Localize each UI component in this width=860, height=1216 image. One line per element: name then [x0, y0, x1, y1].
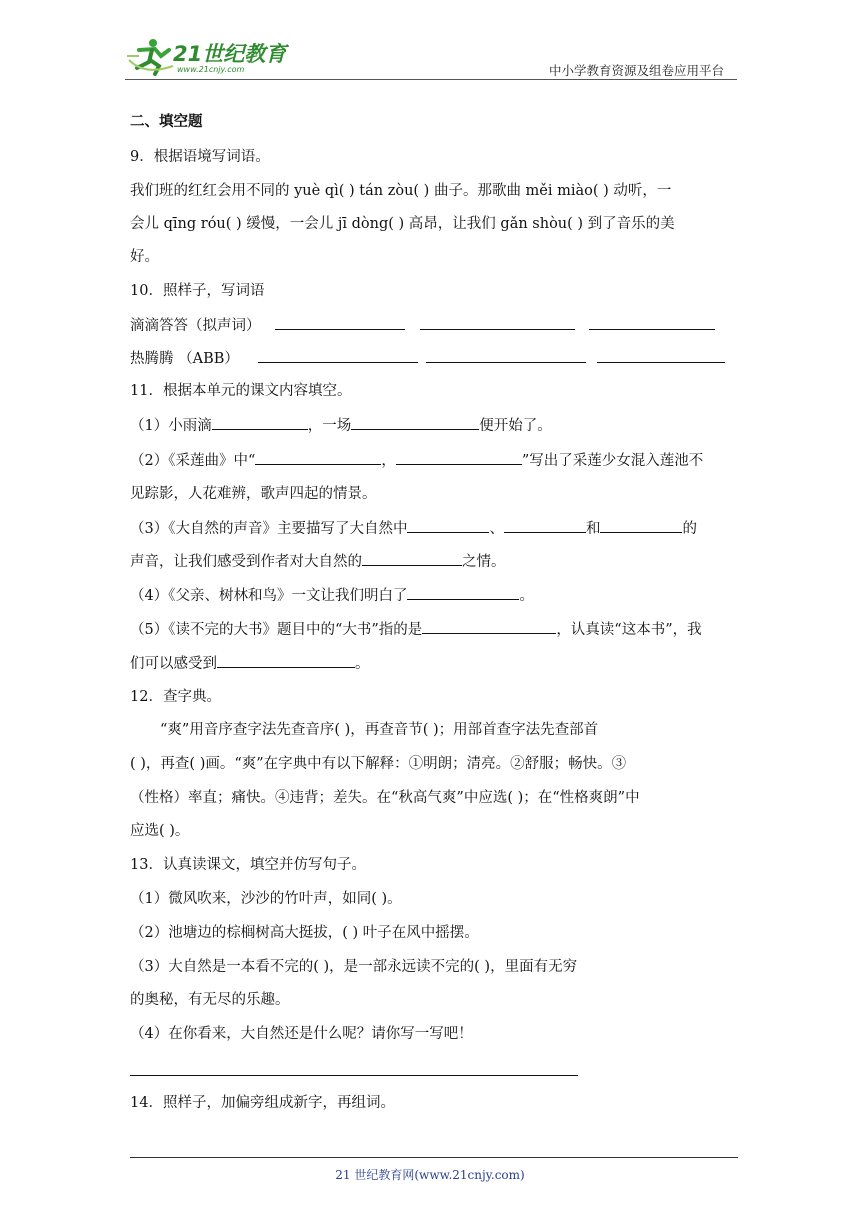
q11-part-2 [130, 450, 703, 471]
q9-line-1: 我们班的红红会用不同的 yuè qì( ) tán zòu( ) 曲子。那歌曲 měi miào( ) 动听，一 [130, 183, 672, 199]
q9-stem: 9．根据语境写词语。 [130, 149, 270, 165]
answer-blank[interactable] [600, 518, 682, 533]
q12-line-1: “爽”用音序查字法先查音序( )，再查音节( )；用部首查字法先查部首 [160, 722, 599, 738]
text: ，一场 [307, 418, 352, 434]
q11-part-2-cont: 见踪影，人花难辨，歌声四起的情景。 [130, 486, 377, 502]
answer-blank[interactable] [396, 450, 522, 465]
q11-part-5 [130, 619, 702, 640]
q13-stem: 13．认真读课文，填空并仿写句子。 [130, 857, 366, 873]
answer-blank[interactable] [212, 415, 308, 430]
text: 们可以感受到 [130, 656, 217, 672]
answer-blank[interactable] [597, 348, 725, 363]
q11-part-5-cont [130, 653, 370, 674]
footer-divider [130, 1157, 738, 1158]
header-divider [125, 79, 737, 80]
answer-blank[interactable] [422, 619, 556, 634]
answer-blank[interactable] [258, 348, 418, 363]
q12-line-4: 应选( )。 [130, 823, 190, 839]
answer-blank[interactable] [275, 315, 405, 330]
q11-part-3 [130, 518, 697, 539]
q9-line-3: 好。 [130, 249, 159, 265]
q13-part-1: （1）微风吹来，沙沙的竹叶声，如同( )。 [130, 891, 402, 907]
text: 声音，让我们感受到作者对大自然的 [130, 554, 362, 570]
q12-line-3: （性格）率直；痛快。④违背；差失。在“秋高气爽”中应选( )；在“性格爽朗”中 [130, 790, 640, 806]
text: 便开始了。 [479, 418, 552, 434]
q11-part-3-cont [130, 551, 506, 572]
q13-part-3: （3）大自然是一本看不完的( )，是一部永远读不完的( )，里面有无穷 [130, 959, 578, 975]
answer-blank[interactable] [407, 585, 519, 600]
logo-url: www.21cnjy.com [177, 65, 245, 74]
q10-example-1-word: 滴滴答答（拟声词） [130, 318, 261, 334]
q13-part-2: （2）池塘边的棕榈树高大挺拔，( ) 叶子在风中摇摆。 [130, 925, 479, 941]
q12-line-2: ( )，再查( )画。“爽”在字典中有以下解释：①明朗；清亮。②舒服；畅快。③ [130, 756, 627, 772]
q9-line-2: 会儿 qīng róu( ) 缓慢，一会儿 jī dòng( ) 高昂，让我们 gǎn shòu( ) 到了音乐的美 [130, 216, 675, 232]
section-title: 二、填空题 [130, 113, 203, 130]
text: 的 [682, 521, 697, 537]
q10-example-1 [130, 315, 715, 336]
footer-text: 21 世纪教育网(www.21cnjy.com) [335, 1168, 525, 1182]
q11-part-1 [130, 415, 552, 436]
answer-blank[interactable] [407, 518, 489, 533]
answer-blank[interactable] [426, 348, 586, 363]
text: （3）《大自然的声音》主要描写了大自然中 [130, 521, 408, 537]
q13-part-3-cont: 的奥秘，有无尽的乐趣。 [130, 992, 290, 1008]
text: 。 [519, 588, 534, 604]
logo-title: 21世纪教育 [173, 42, 287, 66]
text: ”写出了采莲少女混入莲池不 [521, 453, 704, 469]
answer-blank[interactable] [217, 653, 355, 668]
text: （5）《读不完的大书》题目中的“大书”指的是 [130, 622, 423, 638]
q11-part-4 [130, 585, 534, 606]
answer-line[interactable] [130, 1075, 578, 1076]
q12-stem: 12．查字典。 [130, 689, 221, 705]
text: 。 [355, 656, 370, 672]
text: ，认真读“这本书”，我 [556, 622, 702, 638]
q10-example-2-word: 热腾腾 （ABB） [130, 351, 239, 367]
q10-stem: 10．照样子，写词语 [130, 283, 265, 299]
answer-blank[interactable] [351, 415, 479, 430]
text: 和 [585, 521, 601, 537]
answer-blank[interactable] [255, 450, 381, 465]
answer-blank[interactable] [362, 551, 462, 566]
text: （4）《父亲、树林和鸟》一文让我们明白了 [130, 588, 408, 604]
answer-blank[interactable] [589, 315, 715, 330]
q11-stem: 11．根据本单元的课文内容填空。 [130, 383, 352, 399]
text: ， [381, 453, 396, 469]
q14-stem: 14．照样子，加偏旁组成新字，再组词。 [130, 1095, 395, 1111]
platform-name: 中小学教育资源及组卷应用平台 [548, 63, 724, 78]
text: （2）《采莲曲》中“ [130, 453, 256, 469]
text: （1）小雨滴 [130, 418, 212, 434]
answer-blank[interactable] [420, 315, 575, 330]
answer-blank[interactable] [504, 518, 586, 533]
text: 之情。 [462, 554, 506, 570]
q10-example-2 [130, 348, 725, 369]
text: 、 [489, 521, 504, 537]
site-logo [125, 36, 285, 76]
q13-part-4: （4）在你看来，大自然还是什么呢？请你写一写吧！ [130, 1026, 473, 1042]
